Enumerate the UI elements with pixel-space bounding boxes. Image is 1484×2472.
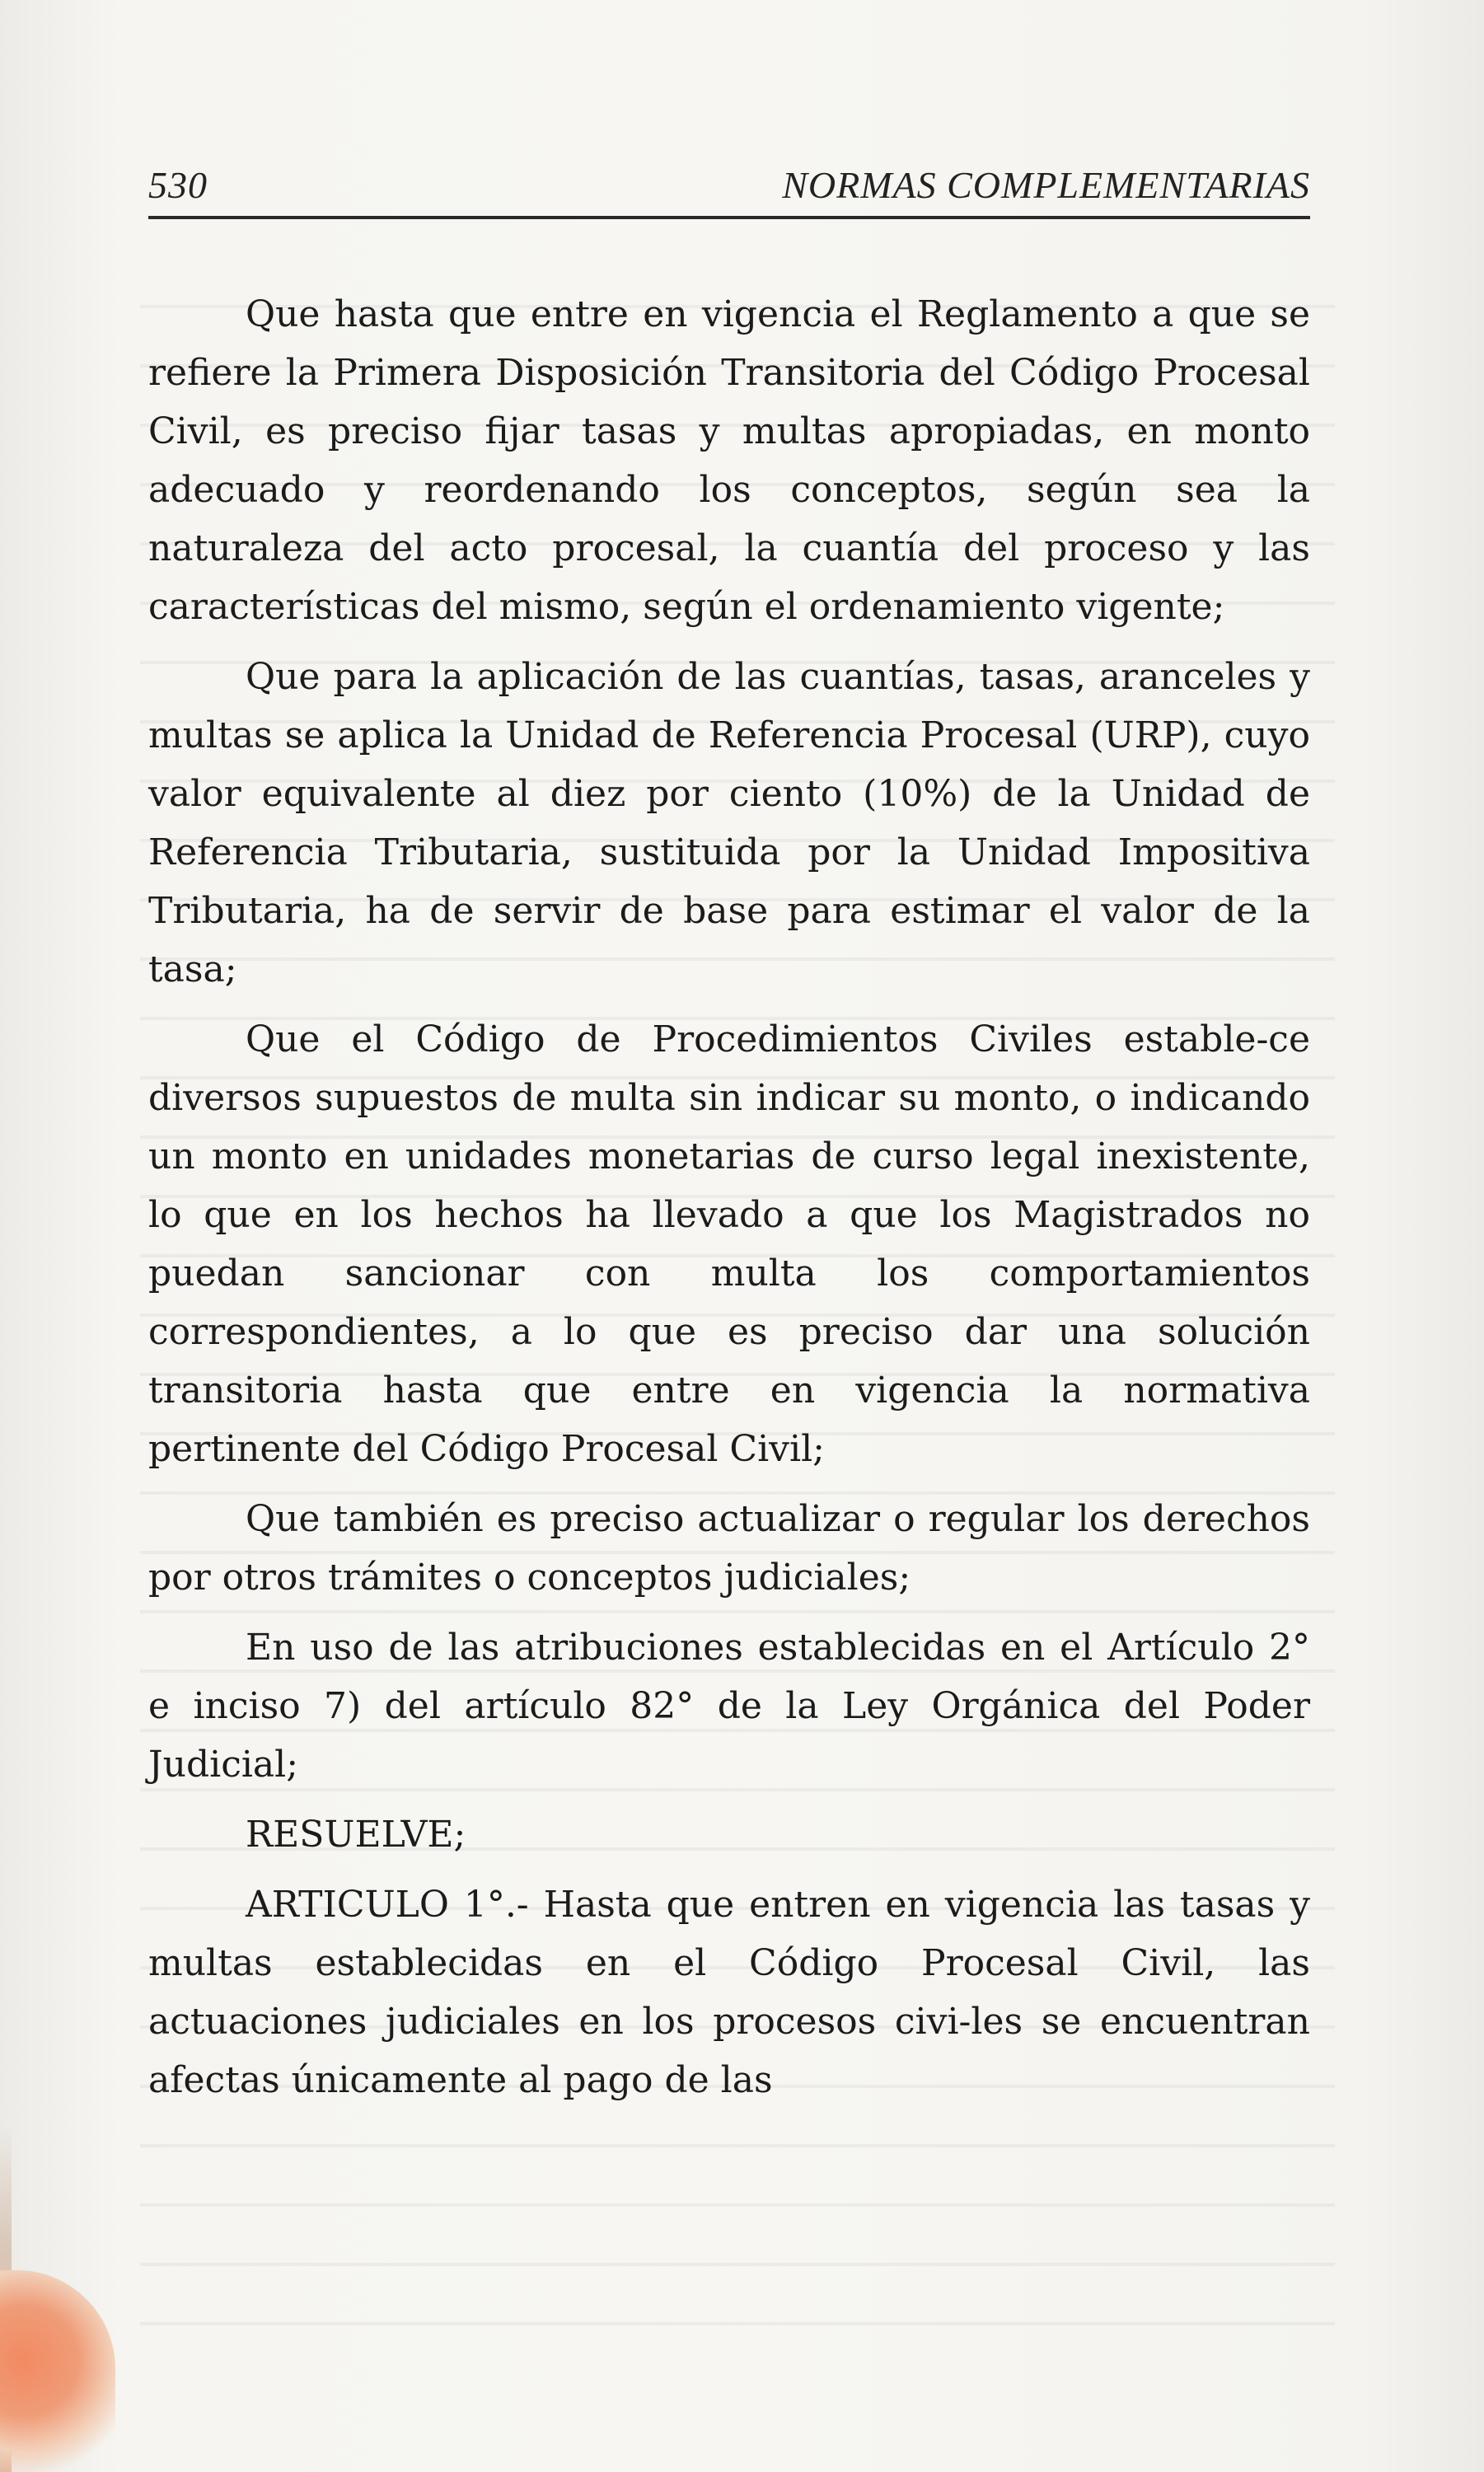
resuelve-heading: RESUELVE; bbox=[246, 1814, 466, 1856]
running-title: NORMAS COMPLEMENTARIAS bbox=[782, 164, 1310, 206]
paragraph-3: Que el Código de Procedimientos Civiles estable-ce diversos supuestos de multa sin indicar su monto, o indicando un monto en unidades monetarias de curso legal inexistente, lo que en los hechos ha llevado a que los Magistrados no puedan sancionar con multa los comportamientos correspondientes, a lo que es preciso dar una solución transitoria hasta que entre en vigencia la normativa pertinente del Código Procesal Civil; bbox=[148, 1018, 1310, 1470]
paragraph-1: Que hasta que entre en vigencia el Reglamento a que se refiere la Primera Disposición Transitoria del Código Procesal Civil, es preciso fijar tasas y multas apropiadas, en monto adecuado y reordenando los conceptos, según sea la naturaleza del acto procesal, la cuantía del proceso y las características del mismo, según el ordenamiento vigente; bbox=[148, 293, 1310, 628]
paragraph-4: Que también es preciso actualizar o regular los derechos por otros trámites o conceptos judiciales; bbox=[148, 1498, 1310, 1599]
header-rule bbox=[148, 216, 1310, 219]
paragraph-5: En uso de las atribuciones establecidas en el Artículo 2° e inciso 7) del artículo 82° de la Ley Orgánica del Poder Judicial; bbox=[148, 1627, 1310, 1786]
page-number: 530 bbox=[148, 164, 208, 206]
finger-in-corner bbox=[0, 2270, 115, 2472]
body-text bbox=[148, 285, 1310, 2121]
paragraph-2: Que para la aplicación de las cuantías, tasas, aranceles y multas se aplica la Unidad de Referencia Procesal (URP), cuyo valor equivalente al diez por ciento (10%) de la Unidad de Referencia Tributaria, sustituida por la Unidad Impositiva Tributaria, ha de servir de base para estimar el valor de la tasa; bbox=[148, 656, 1310, 990]
page-header bbox=[148, 163, 1310, 221]
article-1-paragraph: ARTICULO 1°.- Hasta que entren en vigencia las tasas y multas establecidas en el Código Procesal Civil, las actuaciones judiciales en los procesos civi-les se encuentran afectas únicamente al pago de las bbox=[148, 1884, 1310, 2101]
